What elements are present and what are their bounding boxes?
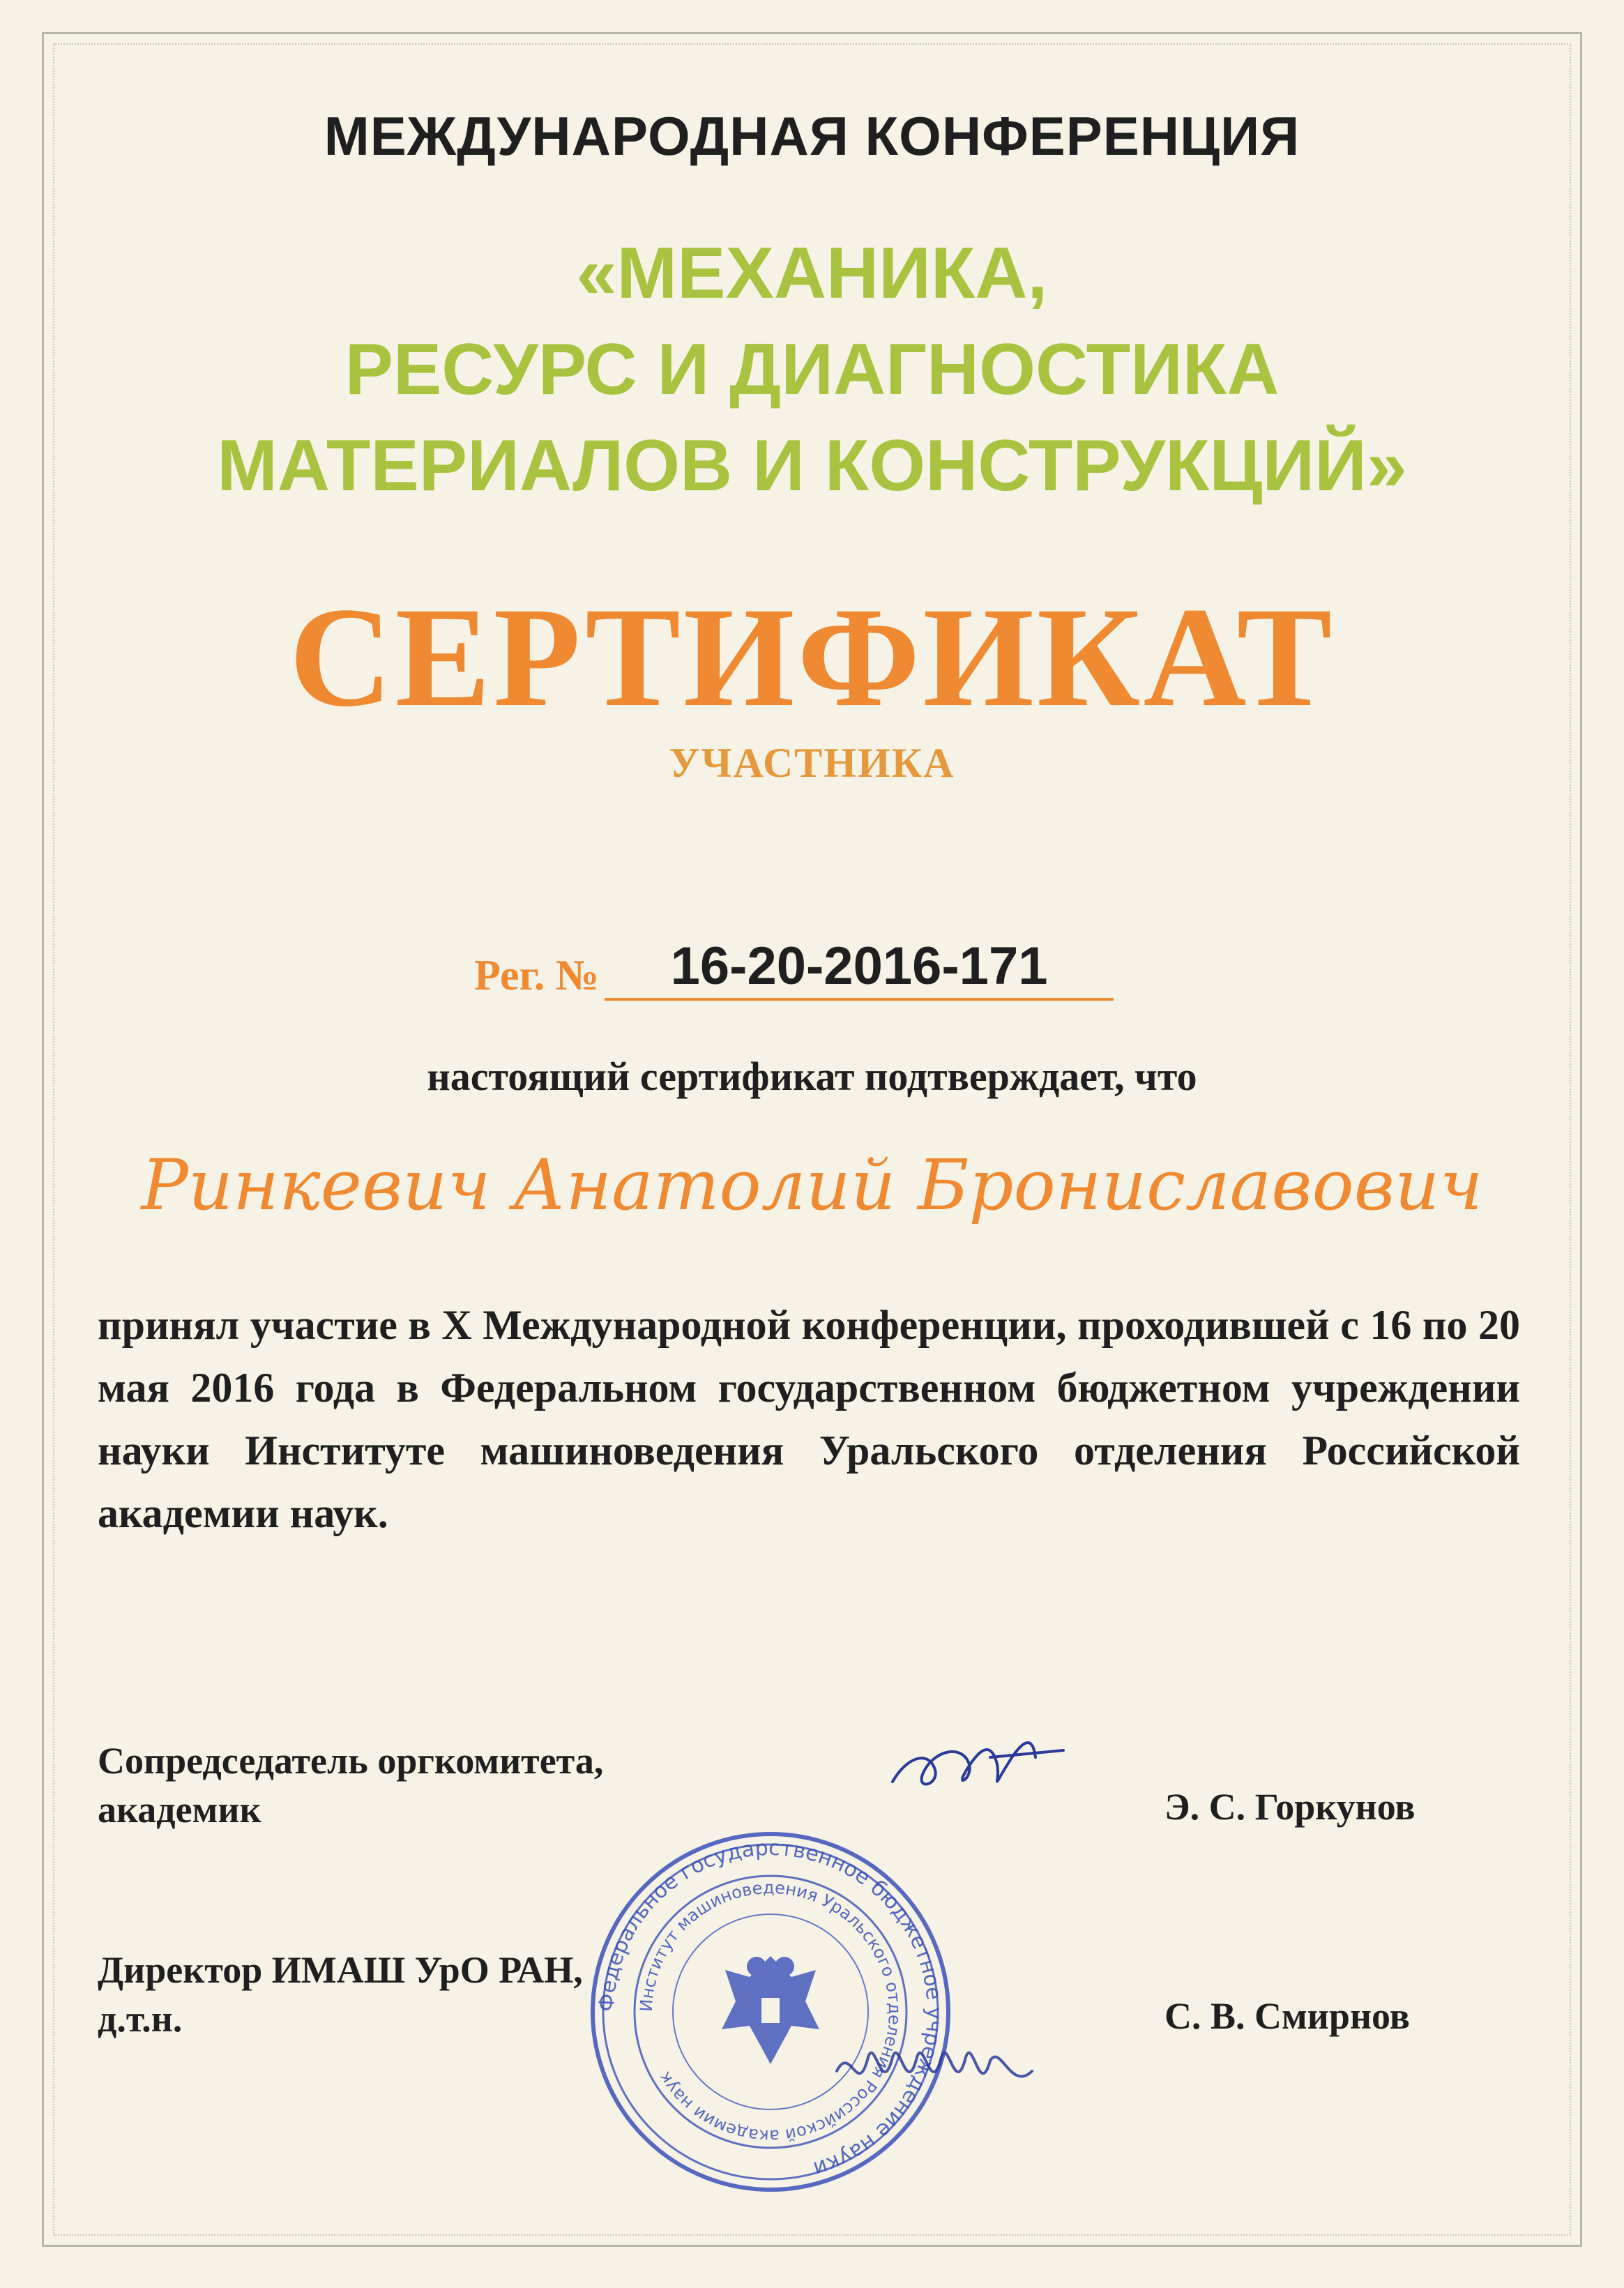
certificate-title: СЕРТИФИКАТ — [289, 578, 1335, 736]
signatory-2-title — [98, 1946, 583, 2043]
signature-1-image — [886, 1715, 1067, 1820]
stamp-inner-text: Институт машиноведения Уральского отделения Российской академии наук — [636, 1877, 905, 2146]
signatory-1-title-line-1: Сопредседатель оргкомитета, — [98, 1740, 604, 1782]
conference-title-line-1: «МЕХАНИКА, — [576, 233, 1048, 314]
official-stamp-image — [586, 1827, 955, 2197]
signatory-2-title-line-1: Директор ИМАШ УрО РАН, — [98, 1949, 583, 1991]
signatory-2-name: С. В. Смирнов — [1164, 1995, 1410, 2037]
conference-title-line-3: МАТЕРИАЛОВ И КОНСТРУКЦИЙ» — [217, 425, 1407, 506]
signatory-1-title-line-2: академик — [98, 1789, 261, 1831]
signatory-1-name: Э. С. Горкунов — [1164, 1786, 1416, 1828]
signature-2-image — [830, 2029, 1039, 2113]
registration-number: 16-20-2016-171 — [605, 936, 1114, 1001]
conference-title-line-2: РЕСУРС И ДИАГНОСТИКА — [344, 329, 1280, 410]
stamp-outer-text: Федеральное государственное бюджетное учреждение науки — [594, 1835, 947, 2181]
certificate-body: принял участие в X Международной конференции, проходившей с 16 по 20 мая 2016 года в Федеральном государственном бюджетном учреждении науки Институте машиноведения Уральского отделения Российской академии наук. — [98, 1302, 1520, 1536]
registration-label: Рег. № — [474, 952, 600, 999]
signatory-1-title — [98, 1736, 603, 1834]
signatory-2-title-line-2: д.т.н. — [98, 1998, 183, 2040]
certificate-subtitle: УЧАСТНИКА — [669, 740, 955, 786]
confirmation-text: настоящий сертификат подтверждает, что — [427, 1054, 1197, 1099]
registration-row — [474, 931, 1114, 1001]
recipient-name: Ринкевич Анатолий Брониславович — [141, 1144, 1483, 1226]
conference-label: МЕЖДУНАРОДНАЯ КОНФЕРЕНЦИЯ — [324, 105, 1300, 167]
